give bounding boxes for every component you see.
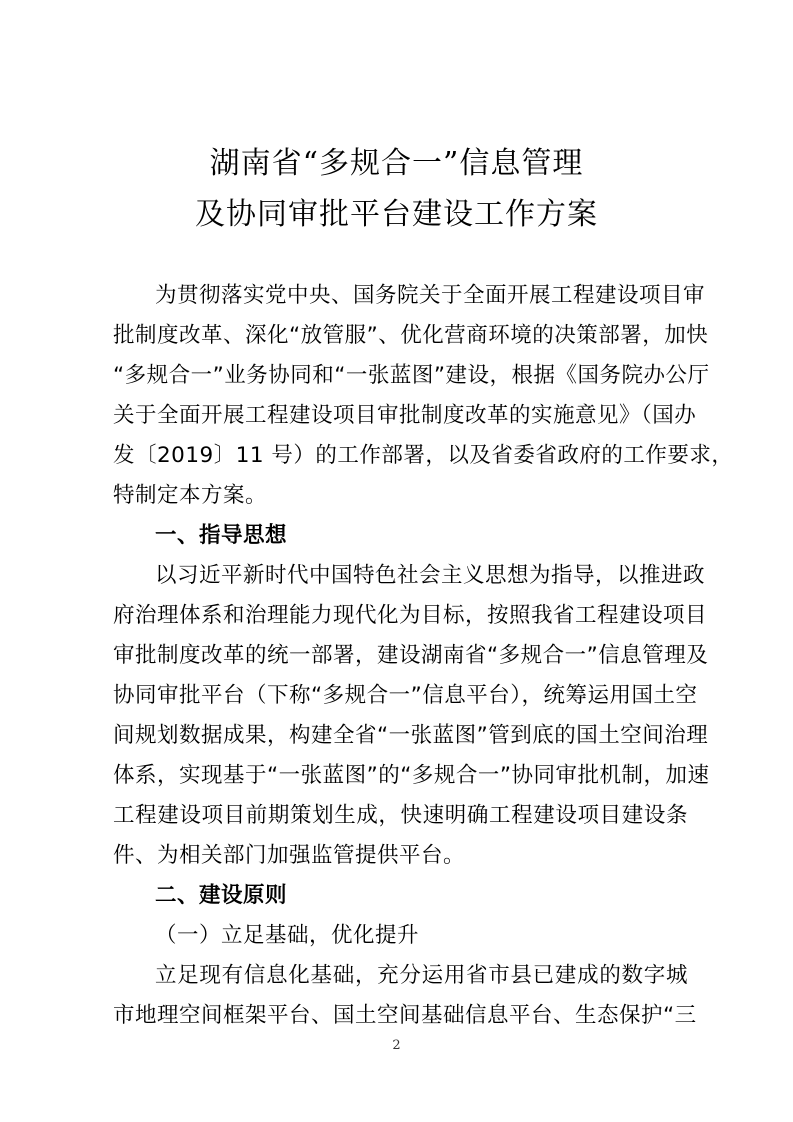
section-paragraph-line: 府治理体系和治理能力现代化为目标，按照我省工程建设项目 [113, 603, 708, 628]
document-title-line-2: 及协同审批平台建设工作方案 [195, 197, 598, 232]
section-heading: 一、指导思想 [155, 523, 288, 548]
page-number: 2 [392, 1038, 401, 1053]
section-paragraph-line: 立足现有信息化基础，充分运用省市县已建成的数字城 [155, 963, 688, 988]
section-paragraph-line: 间规划数据成果，构建全省“一张蓝图”管到底的国土空间治理 [113, 723, 709, 748]
section-paragraph-line: 市地理空间框架平台、国土空间基础信息平台、生态保护“三 [113, 1003, 697, 1028]
section-subheading: （一）立足基础，优化提升 [155, 923, 420, 948]
section-paragraph-line: 审批制度改革的统一部署，建设湖南省“多规合一”信息管理及 [113, 643, 709, 668]
section-paragraph-line: 以习近平新时代中国特色社会主义思想为指导，以推进政 [155, 563, 706, 588]
intro-paragraph-line: 批制度改革、深化“放管服”、优化营商环境的决策部署，加快 [113, 323, 709, 348]
section-heading: 二、建设原则 [155, 883, 288, 908]
section-paragraph-line: 体系，实现基于“一张蓝图”的“多规合一”协同审批机制，加速 [113, 763, 710, 788]
intro-paragraph-line: 特制定本方案。 [113, 483, 268, 508]
intro-paragraph-line: “多规合一”业务协同和“一张蓝图”建设，根据《国务院办公厅 [113, 363, 710, 388]
intro-paragraph-line: 为贯彻落实党中央、国务院关于全面开展工程建设项目审 [155, 283, 706, 308]
section-paragraph-line: 件、为相关部门加强监管提供平台。 [113, 843, 466, 868]
intro-paragraph-line: 发〔2019〕11 号）的工作部署，以及省委省政府的工作要求， [113, 443, 734, 468]
section-paragraph-line: 协同审批平台（下称“多规合一”信息平台），统筹运用国土空 [113, 683, 698, 708]
intro-paragraph-line: 关于全面开展工程建设项目审批制度改革的实施意见》（国办 [113, 403, 697, 428]
section-paragraph-line: 工程建设项目前期策划生成，快速明确工程建设项目建设条 [113, 803, 688, 828]
document-title-line-1: 湖南省“多规合一”信息管理 [209, 146, 584, 181]
